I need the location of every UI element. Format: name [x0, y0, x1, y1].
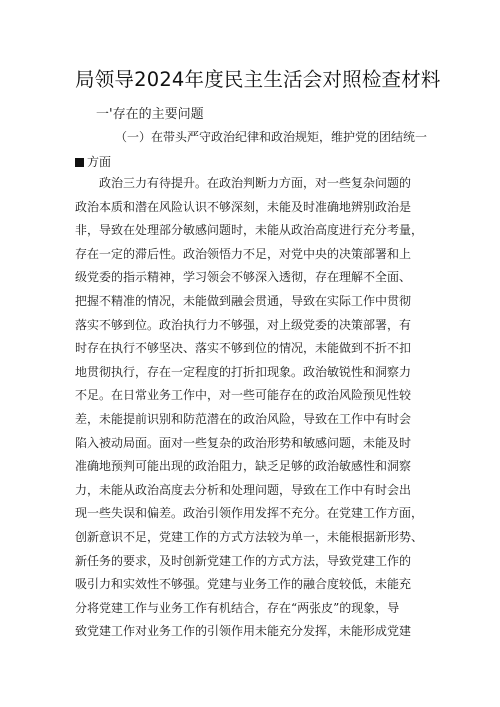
black-square-bullet-icon [75, 158, 84, 167]
body-line: 力，未能从政治高度去分析和处理问题，导致在工作中有时会出 [75, 482, 412, 497]
body-line: 分将党建工作与业务工作有机结合，存在“两张皮”的现象，导 [75, 600, 400, 615]
subsection-heading [75, 125, 435, 175]
subsection-heading-line-2-text: 方面 [87, 155, 112, 169]
body-line: 致党建工作对业务工作的引领作用未能充分发挥，未能形成党建 [75, 624, 412, 639]
body-line: 非，导致在处理部分敏感问题时，未能从政治高度进行充分考量， [75, 223, 424, 238]
body-paragraph [75, 172, 435, 644]
subsection-heading-line-1: （一）在带头严守政治纪律和政治规矩，维护党的团结统一 [115, 130, 428, 144]
body-line: 创新意识不足，党建工作的方式方法较为单一，未能根据新形势、 [75, 529, 424, 544]
body-line: 准确地预判可能出现的政治阻力，缺乏足够的政治敏感性和洞察 [75, 459, 412, 474]
body-line: 政治本质和潜在风险认识不够深刻，未能及时准确地辨别政治是 [75, 199, 412, 214]
body-line: 存在一定的滞后性。政治领悟力不足，对党中央的决策部署和上 [75, 246, 412, 261]
document-title: 局领导2024年度民主生活会对照检查材料 [75, 68, 441, 91]
section-heading: 一'存在的主要问题 [96, 107, 204, 122]
body-line: 政治三力有待提升。在政治判断力方面，对一些复杂问题的 [99, 176, 412, 190]
body-line: 吸引力和实效性不够强。党建与业务工作的融合度较低，未能充 [75, 577, 412, 592]
body-line: 差，未能提前识别和防范潜在的政治风险，导致在工作中有时会 [75, 411, 412, 426]
body-line: 落实不够到位。政治执行力不够强，对上级党委的决策部署，有 [75, 317, 412, 332]
body-line: 现一些失误和偏差。政治引领作用发挥不充分。在党建工作方面， [75, 506, 424, 521]
body-line: 新任务的要求，及时创新党建工作的方式方法，导致党建工作的 [75, 553, 412, 568]
body-line: 地贯彻执行，存在一定程度的打折扣现象。政治敏锐性和洞察力 [75, 364, 412, 379]
body-line: 时存在执行不够坚决、落实不够到位的情况，未能做到不折不扣 [75, 341, 412, 356]
body-line: 陷入被动局面。面对一些复杂的政治形势和敏感问题，未能及时 [75, 435, 412, 450]
body-line: 把握不精准的情况，未能做到融会贯通，导致在实际工作中贯彻 [75, 293, 412, 308]
body-line: 级党委的指示精神，学习领会不够深入透彻，存在理解不全面、 [75, 270, 412, 285]
body-line: 不足。在日常业务工作中，对一些可能存在的政治风险预见性较 [75, 388, 412, 403]
